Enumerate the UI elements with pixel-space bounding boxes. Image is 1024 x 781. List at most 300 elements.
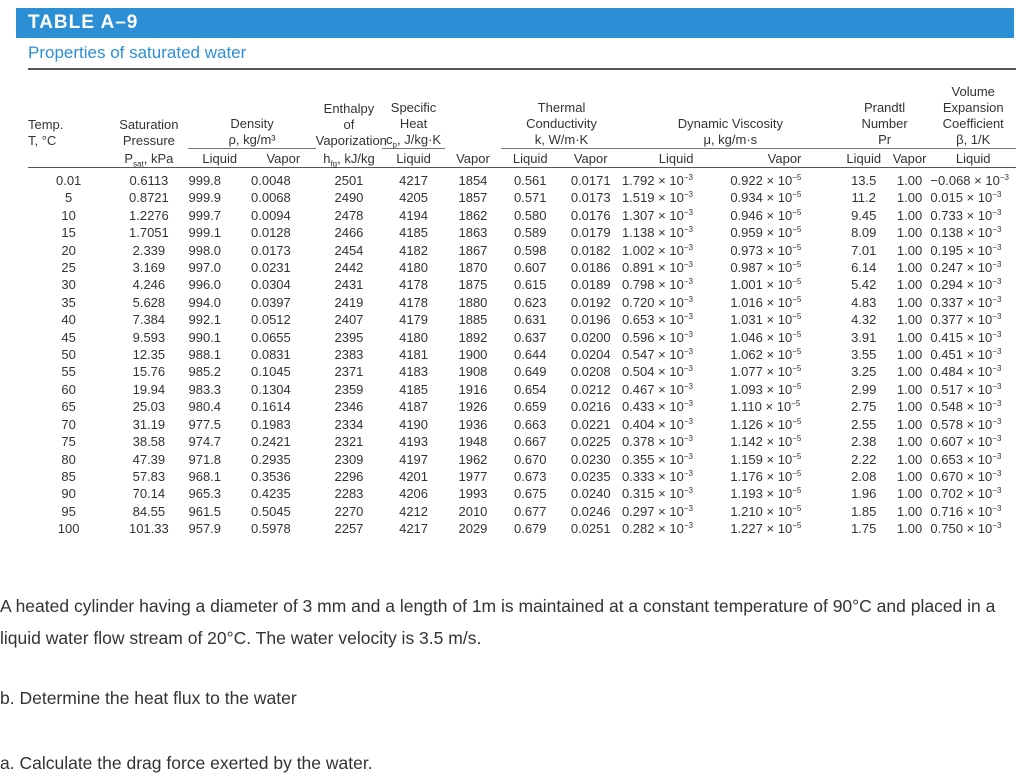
table-cell: 2283 bbox=[334, 486, 364, 502]
table-cell: 0.644 bbox=[513, 347, 547, 363]
table-cell: 2454 bbox=[334, 242, 364, 258]
table-cell: 2442 bbox=[334, 260, 364, 276]
table-cell: $0.578 \times 10^{-3}$ bbox=[930, 416, 1002, 432]
table-cell: $0.404 \times 10^{-3}$ bbox=[621, 416, 693, 432]
table-cell: 0.673 bbox=[513, 468, 547, 484]
density-vapor-label: Vapor bbox=[266, 151, 301, 166]
table-cell: 7.384 bbox=[132, 312, 166, 328]
table-cell: 0.0246 bbox=[570, 503, 611, 519]
table-row bbox=[28, 485, 1016, 502]
table-cell: $0.750 \times 10^{-3}$ bbox=[930, 521, 1002, 537]
table-cell: 1862 bbox=[458, 207, 488, 223]
table-cell: $0.333 \times 10^{-3}$ bbox=[621, 468, 693, 484]
table-cell: $1.002 \times 10^{-3}$ bbox=[621, 242, 693, 258]
table-cell: 1.00 bbox=[896, 260, 923, 276]
table-cell: 5 bbox=[65, 190, 73, 206]
table-body bbox=[28, 172, 1016, 538]
table-cell: 4217 bbox=[399, 173, 429, 188]
table-cell: $0.946 \times 10^{-5}$ bbox=[730, 207, 802, 223]
table-cell: 25 bbox=[61, 260, 76, 276]
table-cell: 1.00 bbox=[896, 521, 923, 537]
table-cell: 45 bbox=[61, 329, 76, 345]
table-cell: 2419 bbox=[334, 294, 364, 310]
table-cell: $0.922 \times 10^{-5}$ bbox=[730, 173, 802, 188]
table-cell: 1.00 bbox=[896, 347, 923, 363]
table-cell: 4193 bbox=[399, 434, 429, 450]
table-cell: 990.1 bbox=[188, 329, 222, 345]
table-cell: 2.38 bbox=[851, 434, 877, 450]
table-cell: 0.1045 bbox=[251, 364, 291, 380]
table-cell: 0.677 bbox=[513, 503, 547, 519]
table-row bbox=[28, 259, 1016, 276]
table-cell: 2346 bbox=[334, 399, 364, 415]
table-cell: $0.484 \times 10^{-3}$ bbox=[930, 364, 1002, 380]
table-cell: 1916 bbox=[458, 381, 488, 397]
table-cell: 2490 bbox=[334, 190, 364, 206]
table-cell: 0.670 bbox=[513, 451, 547, 467]
table-row bbox=[28, 363, 1016, 380]
table-cell: 4185 bbox=[399, 225, 429, 241]
table-cell: $0.720 \times 10^{-3}$ bbox=[621, 294, 693, 310]
temp-header: Temp. T, °C bbox=[28, 116, 64, 148]
table-cell: 2334 bbox=[334, 416, 364, 432]
table-cell: 0.0179 bbox=[570, 225, 611, 241]
table-cell: 2407 bbox=[334, 312, 364, 328]
pressure-unit: $P_{sat}$, kPa bbox=[124, 151, 174, 169]
table-cell: $0.378 \times 10^{-3}$ bbox=[621, 434, 693, 450]
table-cell: 1.85 bbox=[851, 503, 877, 519]
table-cell: 25.03 bbox=[132, 399, 166, 415]
table-cell: 80 bbox=[61, 451, 76, 467]
table-cell: 999.8 bbox=[188, 173, 222, 188]
problem-statement: A heated cylinder having a diameter of 3 mm and a length of 1m is maintained at a constant temperature of 90°C and placed in a liquid water flow stream of 20°C. The water velocity is 3.5 m/s. bbox=[0, 596, 996, 648]
table-cell: 0.623 bbox=[513, 294, 547, 310]
table-cell: 5.42 bbox=[851, 277, 877, 293]
viscosity-header: Dynamic Viscosity μ, kg/m·s bbox=[622, 84, 839, 149]
table-cell: 0.0200 bbox=[570, 329, 611, 345]
problem-part-a: a. Calculate the drag force exerted by the water. bbox=[0, 753, 373, 773]
table-cell: $1.142 \times 10^{-5}$ bbox=[730, 434, 802, 450]
table-cell: 0.0208 bbox=[570, 364, 611, 380]
table-cell: 2501 bbox=[334, 173, 364, 188]
table-cell: 4194 bbox=[399, 207, 429, 223]
table-cell: $0.596 \times 10^{-3}$ bbox=[621, 329, 693, 345]
table-cell: 4217 bbox=[399, 521, 429, 537]
table-cell: 1892 bbox=[458, 329, 488, 345]
table-cell: 2.55 bbox=[851, 416, 877, 432]
table-cell: 971.8 bbox=[188, 451, 222, 467]
table-cell: $1.001 \times 10^{-5}$ bbox=[730, 277, 802, 293]
enthalpy-header: Enthalpy of Vaporization bbox=[315, 100, 387, 148]
table-cell: 2359 bbox=[334, 381, 364, 397]
table-cell: 4.83 bbox=[851, 294, 877, 310]
table-cell: $0.548 \times 10^{-3}$ bbox=[930, 399, 1002, 415]
table-cell: 12.35 bbox=[132, 347, 166, 363]
table-cell: 0.0173 bbox=[251, 242, 291, 258]
table-cell: 0.0128 bbox=[251, 225, 291, 241]
table-cell: 0.1614 bbox=[251, 399, 291, 415]
table-cell: $1.062 \times 10^{-5}$ bbox=[730, 347, 802, 363]
table-cell: 2383 bbox=[334, 347, 364, 363]
pr-liquid-label: Liquid bbox=[846, 151, 882, 166]
table-cell: 4197 bbox=[399, 451, 429, 467]
table-cell: 997.0 bbox=[188, 260, 222, 276]
table-cell: 55 bbox=[61, 364, 76, 380]
table-cell: 65 bbox=[61, 399, 76, 415]
table-cell: $0.315 \times 10^{-3}$ bbox=[621, 486, 693, 502]
table-cell: 0.2935 bbox=[251, 451, 291, 467]
table-cell: 0.0182 bbox=[570, 242, 611, 258]
table-cell: 1.00 bbox=[896, 364, 923, 380]
table-cell: 2466 bbox=[334, 225, 364, 241]
density-liquid-label: Liquid bbox=[202, 151, 238, 166]
table-cell: $0.467 \times 10^{-3}$ bbox=[621, 381, 693, 397]
table-cell: 0.0192 bbox=[570, 294, 611, 310]
table-cell: 0.3536 bbox=[251, 468, 291, 484]
table-cell: 4182 bbox=[399, 242, 429, 258]
table-cell: 0.0186 bbox=[570, 260, 611, 276]
table-cell: 1977 bbox=[458, 468, 488, 484]
table-cell: 0.589 bbox=[513, 225, 547, 241]
table-cell: $0.195 \times 10^{-3}$ bbox=[930, 242, 1002, 258]
table-cell: $0.973 \times 10^{-5}$ bbox=[730, 242, 802, 258]
table-cell: 4212 bbox=[399, 503, 429, 519]
table-cell: 974.7 bbox=[188, 434, 222, 450]
table-cell: $0.891 \times 10^{-3}$ bbox=[621, 260, 693, 276]
table-cell: 1867 bbox=[458, 242, 488, 258]
table-cell: 2.75 bbox=[851, 399, 877, 415]
table-cell: $1.046 \times 10^{-5}$ bbox=[730, 329, 802, 345]
table-cell: 0.0189 bbox=[570, 277, 611, 293]
table-row bbox=[28, 189, 1016, 206]
table-cell: 4178 bbox=[399, 294, 429, 310]
table-cell: 0.0173 bbox=[570, 190, 611, 206]
cp-vapor-label: Vapor bbox=[456, 151, 490, 166]
table-cell: 0.0831 bbox=[251, 347, 291, 363]
table-cell: $0.733 \times 10^{-3}$ bbox=[930, 207, 1002, 223]
table-cell: 1.00 bbox=[896, 277, 923, 293]
table-cell: $0.798 \times 10^{-3}$ bbox=[621, 277, 693, 293]
table-cell: $1.077 \times 10^{-5}$ bbox=[730, 364, 802, 380]
table-cell: 4190 bbox=[399, 416, 429, 432]
table-row bbox=[28, 224, 1016, 241]
table-cell: 1.00 bbox=[896, 451, 923, 467]
table-cell: 50 bbox=[61, 347, 76, 363]
table-cell: 75 bbox=[61, 434, 76, 450]
table-cell: 8.09 bbox=[851, 225, 877, 241]
table-cell: 70 bbox=[61, 416, 76, 432]
k-liquid-label: Liquid bbox=[512, 151, 548, 166]
table-cell: 9.593 bbox=[132, 329, 166, 345]
table-cell: 2270 bbox=[334, 503, 364, 519]
table-cell: 1.00 bbox=[896, 294, 923, 310]
table-cell: 1.00 bbox=[896, 312, 923, 328]
beta-liquid-label: Liquid bbox=[955, 151, 991, 166]
title-divider bbox=[28, 68, 1016, 70]
table-row bbox=[28, 520, 1016, 537]
table-cell: $0.670 \times 10^{-3}$ bbox=[930, 468, 1002, 484]
table-row bbox=[28, 503, 1016, 520]
table-cell: 90 bbox=[61, 486, 76, 502]
table-cell: 2.99 bbox=[851, 381, 877, 397]
table-cell: 0.0216 bbox=[570, 399, 611, 415]
table-cell: 1.00 bbox=[896, 434, 923, 450]
table-banner bbox=[16, 8, 1014, 38]
table-cell: 1.2276 bbox=[129, 207, 169, 223]
table-row bbox=[28, 451, 1016, 468]
table-cell: 1863 bbox=[458, 225, 488, 241]
table-cell: 2478 bbox=[334, 207, 364, 223]
table-cell: 1.96 bbox=[851, 486, 877, 502]
table-cell: 0.0230 bbox=[570, 451, 611, 467]
table-cell: 0.0397 bbox=[251, 294, 291, 310]
table-cell: 957.9 bbox=[188, 521, 222, 537]
table-cell: 6.14 bbox=[851, 260, 877, 276]
table-cell: 0.0068 bbox=[251, 190, 291, 206]
table-cell: $1.792 \times 10^{-3}$ bbox=[621, 173, 693, 188]
table-row bbox=[28, 468, 1016, 485]
table-cell: $1.193 \times 10^{-5}$ bbox=[730, 486, 802, 502]
table-cell: $1.307 \times 10^{-3}$ bbox=[621, 207, 693, 223]
table-cell: 1.75 bbox=[851, 521, 877, 537]
table-cell: 1.00 bbox=[896, 416, 923, 432]
table-cell: $0.987 \times 10^{-5}$ bbox=[730, 260, 802, 276]
table-cell: 992.1 bbox=[188, 312, 222, 328]
table-cell: $-0.068 \times 10^{-3}$ bbox=[930, 173, 1009, 188]
table-cell: 7.01 bbox=[851, 242, 877, 258]
table-cell: 40 bbox=[61, 312, 76, 328]
table-cell: $1.159 \times 10^{-5}$ bbox=[730, 451, 802, 467]
table-cell: 0.0512 bbox=[251, 312, 291, 328]
table-cell: 0.0176 bbox=[570, 207, 611, 223]
table-cell: $1.126 \times 10^{-5}$ bbox=[730, 416, 802, 432]
table-cell: 2.22 bbox=[851, 451, 877, 467]
table-cell: $0.247 \times 10^{-3}$ bbox=[930, 260, 1002, 276]
header-row-groups bbox=[28, 84, 1016, 149]
table-cell: 101.33 bbox=[129, 521, 169, 537]
table-cell: 1.00 bbox=[896, 190, 923, 206]
table-cell: 2371 bbox=[334, 364, 364, 380]
table-cell: 1854 bbox=[458, 173, 488, 188]
table-cell: 4185 bbox=[399, 381, 429, 397]
table-cell: 11.2 bbox=[851, 190, 876, 206]
cp-liquid-label: Liquid bbox=[396, 151, 431, 166]
table-cell: 0.0204 bbox=[570, 347, 611, 363]
table-cell: $1.031 \times 10^{-5}$ bbox=[730, 312, 802, 328]
table-cell: $0.653 \times 10^{-3}$ bbox=[930, 451, 1002, 467]
table-cell: 2029 bbox=[458, 521, 488, 537]
table-cell: 57.83 bbox=[132, 468, 166, 484]
table-cell: 4187 bbox=[399, 399, 429, 415]
table-cell: 9.45 bbox=[851, 207, 877, 223]
table-cell: 2296 bbox=[334, 468, 364, 484]
prandtl-header: Prandtl Number Pr bbox=[839, 84, 931, 149]
table-cell: 0.0094 bbox=[251, 207, 291, 223]
table-cell: 1.00 bbox=[896, 225, 923, 241]
table-cell: 4180 bbox=[399, 260, 429, 276]
table-cell: $0.355 \times 10^{-3}$ bbox=[621, 451, 693, 467]
table-cell: 0.01 bbox=[55, 173, 82, 188]
table-cell: $0.377 \times 10^{-3}$ bbox=[930, 312, 1002, 328]
header-row-phases bbox=[28, 149, 1016, 168]
table-cell: 85 bbox=[61, 468, 76, 484]
table-cell: 983.3 bbox=[188, 381, 222, 397]
table-cell: $0.504 \times 10^{-3}$ bbox=[621, 364, 693, 380]
table-cell: 1870 bbox=[458, 260, 488, 276]
table-cell: 1.7051 bbox=[129, 225, 169, 241]
table-cell: 0.8721 bbox=[129, 190, 169, 206]
table-cell: 4183 bbox=[399, 364, 429, 380]
expansion-header: Volume Expansion Coefficient β, 1/K bbox=[930, 84, 1016, 149]
table-cell: 961.5 bbox=[188, 503, 222, 519]
table-cell: 1962 bbox=[458, 451, 488, 467]
table-cell: 0.0196 bbox=[570, 312, 611, 328]
table-cell: $0.337 \times 10^{-3}$ bbox=[930, 294, 1002, 310]
table-cell: 100 bbox=[57, 521, 80, 537]
table-cell: 13.5 bbox=[851, 173, 877, 188]
table-cell: 35 bbox=[61, 294, 76, 310]
table-cell: 1948 bbox=[458, 434, 488, 450]
table-cell: 999.7 bbox=[188, 207, 222, 223]
table-cell: 2010 bbox=[458, 503, 488, 519]
table-row bbox=[28, 294, 1016, 311]
table-cell: 998.0 bbox=[188, 242, 222, 258]
table-row bbox=[28, 381, 1016, 398]
table-cell: 2257 bbox=[334, 521, 364, 537]
table-cell: 30 bbox=[61, 277, 76, 293]
table-cell: 4.32 bbox=[851, 312, 877, 328]
table-row bbox=[28, 398, 1016, 415]
table-cell: 988.1 bbox=[188, 347, 222, 363]
table-cell: 4.246 bbox=[132, 277, 166, 293]
table-cell: 4201 bbox=[399, 468, 429, 484]
table-cell: 0.631 bbox=[513, 312, 547, 328]
table-cell: 4179 bbox=[399, 312, 429, 328]
table-cell: 0.667 bbox=[513, 434, 547, 450]
table-cell: $0.294 \times 10^{-3}$ bbox=[930, 277, 1002, 293]
table-cell: 1.00 bbox=[896, 207, 923, 223]
table-cell: 3.91 bbox=[851, 329, 877, 345]
table-row bbox=[28, 276, 1016, 293]
table-cell: 1926 bbox=[458, 399, 488, 415]
density-header: Density ρ, kg/m³ bbox=[188, 84, 315, 149]
mu-vapor-label: Vapor bbox=[767, 151, 802, 166]
table-cell: $0.702 \times 10^{-3}$ bbox=[930, 486, 1002, 502]
table-cell: 0.0251 bbox=[570, 521, 611, 537]
table-cell: 1.00 bbox=[896, 173, 923, 188]
table-cell: 1875 bbox=[458, 277, 488, 293]
table-cell: 0.649 bbox=[513, 364, 547, 380]
table-cell: 1.00 bbox=[896, 503, 923, 519]
table-cell: $1.227 \times 10^{-5}$ bbox=[730, 521, 802, 537]
table-row bbox=[28, 172, 1016, 189]
table-cell: 2431 bbox=[334, 277, 364, 293]
table-row bbox=[28, 433, 1016, 450]
table-cell: 84.55 bbox=[132, 503, 166, 519]
table-cell: 1.00 bbox=[896, 329, 923, 345]
table-cell: 0.571 bbox=[513, 190, 547, 206]
table-cell: $1.210 \times 10^{-5}$ bbox=[730, 503, 802, 519]
table-cell: 985.2 bbox=[188, 364, 222, 380]
table-cell: $0.547 \times 10^{-3}$ bbox=[621, 347, 693, 363]
pressure-header: Saturation Pressure bbox=[119, 116, 179, 148]
table-cell: 0.0235 bbox=[570, 468, 611, 484]
table-cell: 15.76 bbox=[132, 364, 166, 380]
specific-heat-header: Specific Heat $c_p$, J/kg·K bbox=[382, 84, 445, 149]
table-cell: 0.0048 bbox=[251, 173, 291, 188]
table-cell: 1.00 bbox=[896, 486, 923, 502]
table-cell: 1.00 bbox=[896, 399, 923, 415]
table-cell: 0.679 bbox=[513, 521, 547, 537]
k-vapor-label: Vapor bbox=[573, 151, 608, 166]
problem-part-b: b. Determine the heat flux to the water bbox=[0, 688, 297, 708]
table-cell: 0.5978 bbox=[251, 521, 291, 537]
table-cell: $0.415 \times 10^{-3}$ bbox=[930, 329, 1002, 345]
table-cell: 1993 bbox=[458, 486, 488, 502]
table-cell: 10 bbox=[61, 207, 76, 223]
mu-liquid-label: Liquid bbox=[658, 151, 694, 166]
table-cell: 0.0212 bbox=[570, 381, 611, 397]
table-cell: 968.1 bbox=[188, 468, 222, 484]
table-cell: $0.138 \times 10^{-3}$ bbox=[930, 225, 1002, 241]
table-cell: 4178 bbox=[399, 277, 429, 293]
table-row bbox=[28, 311, 1016, 328]
table-cell: 0.4235 bbox=[251, 486, 291, 502]
table-cell: 70.14 bbox=[132, 486, 166, 502]
table-cell: 0.0655 bbox=[251, 329, 291, 345]
table-cell: $1.176 \times 10^{-5}$ bbox=[730, 468, 802, 484]
table-cell: 47.39 bbox=[132, 451, 166, 467]
table-cell: 0.0171 bbox=[570, 173, 611, 188]
table-cell: 2.08 bbox=[851, 468, 877, 484]
table-cell: 0.607 bbox=[513, 260, 547, 276]
table-cell: 999.1 bbox=[188, 225, 222, 241]
table-cell: 1857 bbox=[458, 190, 488, 206]
table-cell: 0.0240 bbox=[570, 486, 611, 502]
table-cell: $1.138 \times 10^{-3}$ bbox=[621, 225, 693, 241]
table-cell: 1936 bbox=[458, 416, 488, 432]
table-cell: 0.659 bbox=[513, 399, 547, 415]
table-cell: $0.433 \times 10^{-3}$ bbox=[621, 399, 693, 415]
table-cell: 0.598 bbox=[513, 242, 547, 258]
table-cell: 0.1983 bbox=[251, 416, 291, 432]
table-row bbox=[28, 416, 1016, 433]
table-cell: 0.0304 bbox=[251, 277, 291, 293]
table-title: Properties of saturated water bbox=[28, 43, 247, 62]
table-cell: 0.663 bbox=[513, 416, 547, 432]
table-cell: 0.6113 bbox=[129, 173, 169, 188]
table-cell: 1908 bbox=[458, 364, 488, 380]
table-cell: 15 bbox=[61, 225, 76, 241]
pr-vapor-label: Vapor bbox=[892, 151, 927, 166]
table-cell: $1.016 \times 10^{-5}$ bbox=[730, 294, 802, 310]
table-cell: $0.716 \times 10^{-3}$ bbox=[930, 503, 1002, 519]
table-cell: 60 bbox=[61, 381, 76, 397]
table-cell: 1880 bbox=[458, 294, 488, 310]
table-cell: $1.519 \times 10^{-3}$ bbox=[621, 190, 693, 206]
table-cell: $1.110 \times 10^{-5}$ bbox=[730, 399, 801, 415]
table-cell: 0.2421 bbox=[251, 434, 291, 450]
table-cell: 19.94 bbox=[132, 381, 166, 397]
table-cell: 0.637 bbox=[513, 329, 547, 345]
table-cell: 0.0231 bbox=[251, 260, 291, 276]
table-cell: 0.580 bbox=[513, 207, 547, 223]
table-cell: $0.607 \times 10^{-3}$ bbox=[930, 434, 1002, 450]
table-cell: $1.093 \times 10^{-5}$ bbox=[730, 381, 802, 397]
table-cell: 4206 bbox=[399, 486, 429, 502]
table-cell: 4180 bbox=[399, 329, 429, 345]
table-cell: 996.0 bbox=[188, 277, 222, 293]
